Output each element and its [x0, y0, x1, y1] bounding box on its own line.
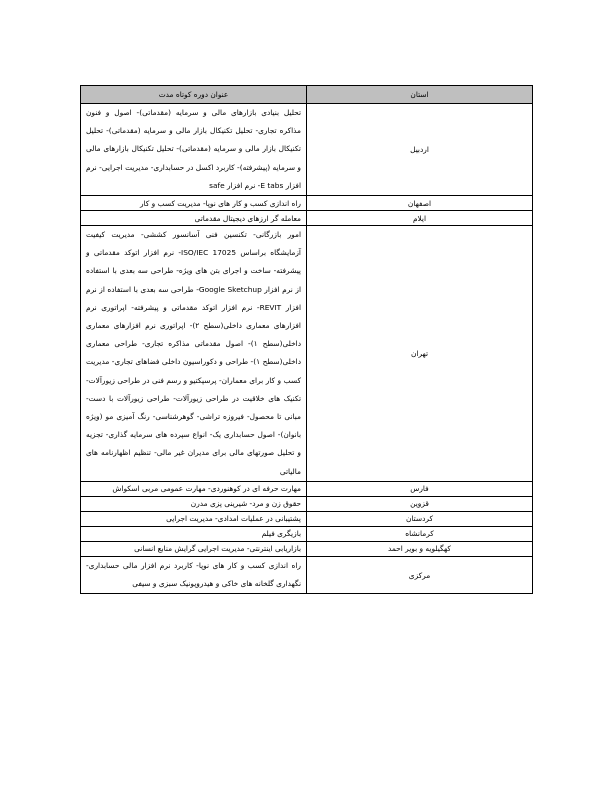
table-row — [81, 211, 533, 226]
course-cell: امور بازرگانی- تکنسین فنی آسانسور کششی- مدیریت کیفیت آزمایشگاه براساس ISO/IEC 17025- نرم افزار اتوکد مقدماتی و پیشرفته- ساخت و اجرای بتن های ویژه- طراحی سه بعدی با استفاده از نرم افزار Google Sketchup- طراحی سه بعدی با استفاده از نرم افزار REVIT- نرم افزار اتوکد مقدماتی و پیشرفته- اپراتوری نرم افزارهای معماری داخلی(سطح ۲)- اپراتوری نرم افزارهای معماری داخلی(سطح ۱)- اصول مقدماتی مذاکره تجاری- طراحی معماری داخلی(سطح ۱)- طراحی و دکوراسیون داخلی فضاهای تجاری- مدیریت کسب و کار برای معماران- پرسپکتیو و رسم فنی در طراحی زیورآلات- تکنیک های خلاقیت در طراحی زیورآلات- طراحی زیورآلات با دست- مبانی تا محصول- فیروزه تراشی- گوهرشناسی- رنگ آمیزی مو (ویژه بانوان)- اصول حسابداری یک- انواع سپرده های سرمایه گذاری- تجزیه و تحلیل صورتهای مالی برای مدیران غیر مالی- تنظیم اظهارنامه های مالیاتی — [81, 226, 307, 482]
table-row — [81, 104, 533, 196]
province-cell: فارس — [307, 481, 533, 496]
course-cell: مهارت حرفه ای در کوهنوردی- مهارت عمومی مربی اسکواش — [81, 481, 307, 496]
province-cell: اردبیل — [307, 104, 533, 196]
table-row — [81, 196, 533, 211]
table-row — [81, 511, 533, 526]
table-row — [81, 226, 533, 482]
course-cell: راه اندازی کسب و کار های نوپا- کاربرد نرم افزار مالی حسابداری- نگهداری گلخانه های خاکی و هیدروپونیک سبزی و سیفی — [81, 556, 307, 593]
course-cell: پشتیبانی در عملیات امدادی- مدیریت اجرایی — [81, 511, 307, 526]
province-cell: کهگیلویه و بویر احمد — [307, 541, 533, 556]
course-cell: حقوق زن و مرد- شیرینی پزی مدرن — [81, 496, 307, 511]
province-cell: کرمانشاه — [307, 526, 533, 541]
province-cell: ایلام — [307, 211, 533, 226]
province-cell: کردستان — [307, 511, 533, 526]
course-cell: بازاریابی اینترنتی- مدیریت اجرایی گرایش منابع انسانی — [81, 541, 307, 556]
table-row — [81, 556, 533, 593]
province-cell: قزوین — [307, 496, 533, 511]
table-header-row — [81, 86, 533, 104]
table-row — [81, 481, 533, 496]
course-title-header: عنوان دوره کوتاه مدت — [81, 86, 307, 104]
course-cell: بازیگری فیلم — [81, 526, 307, 541]
course-table — [80, 85, 533, 594]
province-cell: اصفهان — [307, 196, 533, 211]
course-cell: معامله گر ارزهای دیجیتال مقدماتی — [81, 211, 307, 226]
course-cell: راه اندازی کسب و کار های نوپا- مدیریت کسب و کار — [81, 196, 307, 211]
province-header: استان — [307, 86, 533, 104]
table-row — [81, 496, 533, 511]
table-row — [81, 526, 533, 541]
province-cell: تهران — [307, 226, 533, 482]
course-cell: تحلیل بنیادی بازارهای مالی و سرمایه (مقدماتی)- اصول و فنون مذاکره تجاری- تحلیل تکنیکال بازار مالی و سرمایه (مقدماتی)- تحلیل تکنیکال بازار مالی و سرمایه (مقدماتی)- تحلیل تکنیکال بازارهای مالی و سرمایه (پیشرفته)- کاربرد اکسل در حسابداری- مدیریت اجرایی- نرم افزار E tabs- نرم افزار safe — [81, 104, 307, 196]
province-cell: مرکزی — [307, 556, 533, 593]
table-row — [81, 541, 533, 556]
